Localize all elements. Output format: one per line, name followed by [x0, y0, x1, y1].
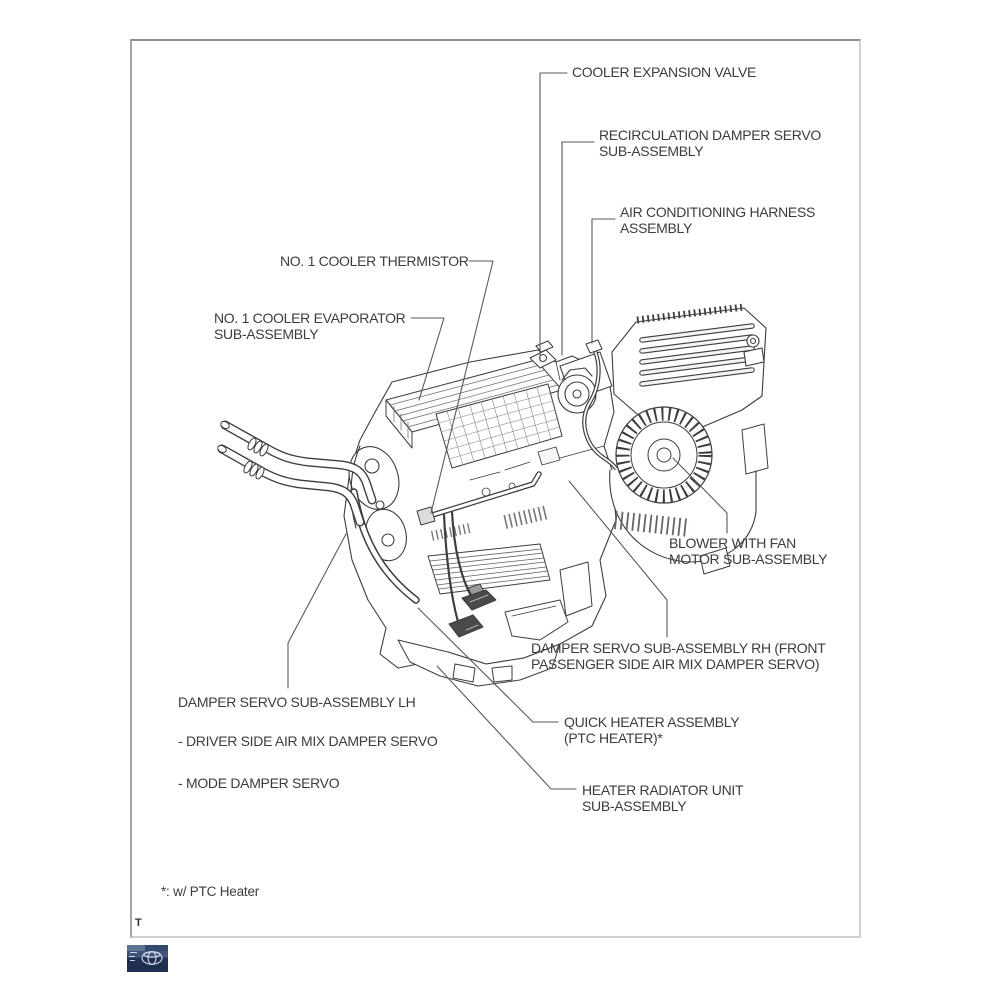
label-blower-motor: BLOWER WITH FAN MOTOR SUB-ASSEMBLY: [669, 535, 828, 567]
page-corner-marker: T: [135, 917, 142, 929]
toyota-logo-image: [127, 945, 168, 972]
blower-intake-housing: [612, 307, 766, 428]
label-cooler-thermistor: NO. 1 COOLER THERMISTOR: [280, 253, 469, 269]
label-damper-servo-lh: DAMPER SERVO SUB-ASSEMBLY LH: [178, 694, 416, 710]
label-damper-servo-rh: DAMPER SERVO SUB-ASSEMBLY RH (FRONT PASSENGER SIDE AIR MIX DAMPER SERVO): [531, 640, 826, 672]
leader-heater-radiator: [437, 666, 576, 789]
leader-cooler-expansion-valve: [540, 73, 567, 361]
label-cooler-expansion-valve: COOLER EXPANSION VALVE: [572, 64, 757, 80]
label-recirculation-damper-servo: RECIRCULATION DAMPER SERVO SUB-ASSEMBLY: [599, 127, 821, 159]
label-cooler-evaporator: NO. 1 COOLER EVAPORATOR SUB-ASSEMBLY: [214, 310, 406, 342]
label-ac-harness: AIR CONDITIONING HARNESS ASSEMBLY: [620, 204, 816, 236]
leader-recirculation-servo: [562, 142, 594, 355]
label-quick-heater: QUICK HEATER ASSEMBLY (PTC HEATER)*: [564, 714, 740, 746]
label-mode-damper-servo: - MODE DAMPER SERVO: [178, 775, 340, 791]
label-heater-radiator: HEATER RADIATOR UNIT SUB-ASSEMBLY: [582, 782, 744, 814]
toyota-logo: [127, 945, 168, 972]
leader-ac-harness: [592, 219, 615, 343]
ptc-heater-footnote: *: w/ PTC Heater: [161, 884, 260, 899]
leader-damper-lh: [288, 534, 346, 688]
label-driver-side-servo: - DRIVER SIDE AIR MIX DAMPER SERVO: [178, 733, 438, 749]
